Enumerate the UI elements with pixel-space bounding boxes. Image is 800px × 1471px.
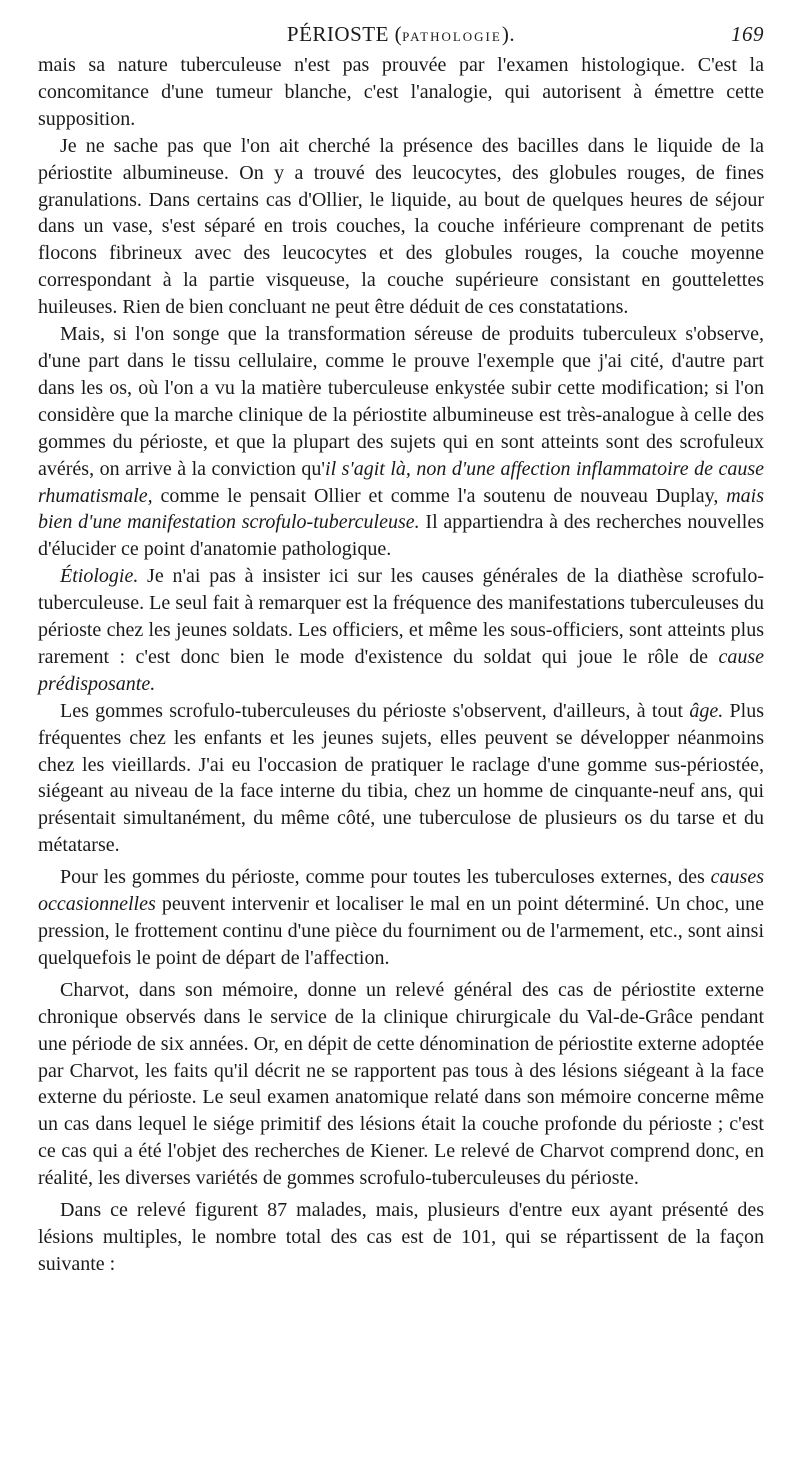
paragraph-2: Je ne sache pas que l'on ait cherché la présence des bacilles dans le liquide de la périostite albumineuse. On y a trouvé des leucocytes, des globules rouges, de fines granulations. Dans certains cas d'Ollier, le liquide, au bout de quelques heures de séjour dans un vase, s'est séparé en trois couches, la couche inférieure comprenant de petits flocons fibrineux avec des leucocytes et des globules rouges, la couche moyenne correspondant à la partie visqueuse, la couche supérieure consistant en gouttelettes huileuses. Rien de bien concluant ne peut être déduit de ces constatations. <box>38 134 764 319</box>
running-title: PÉRIOSTE (PATHOLOGIE). <box>286 22 516 46</box>
running-title-smallcaps: PATHOLOGIE <box>402 29 502 44</box>
paragraph-etiologie: Étiologie. Je n'ai pas à insister ici sur les causes générales de la diathèse scrofulo-tuberculeuse. Le seul fait à remarquer est la fréquence des manifestations tuberculeuses du périoste chez les jeunes soldats. Les officiers, et même les sous-officiers, sont atteints plus rarement : c'est donc bien le mode d'existence du soldat qui joue le rôle de cause prédisposante. <box>38 565 764 695</box>
emphasis-causes-occasionnelles: causes occasionnelles <box>38 866 764 916</box>
paragraph-6: Pour les gommes du périoste, comme pour toutes les tuberculoses externes, des causes occasionnelles peuvent intervenir et localiser le mal en un point déterminé. Un choc, une pression, le frottement continu d'une pièce du fourniment ou de l'armement, etc., sont ainsi quelquefois le point de départ de l'affection. <box>38 866 764 969</box>
paragraph-1: mais sa nature tuberculeuse n'est pas prouvée par l'examen histologique. C'est la concomitance d'une tumeur blanche, c'est l'analogie, qui autorisent à émettre cette supposition. <box>38 54 764 130</box>
emphasis-manifestation: mais bien d'une manifestation scrofulo-tuberculeuse. <box>38 484 764 534</box>
section-heading-etiologie: Étiologie. <box>60 565 139 588</box>
paragraph-3: Mais, si l'on songe que la transformation séreuse de produits tuberculeux s'observe, d'une part dans le tissu cellulaire, comme le prouve l'exemple que j'ai cité, d'autre part dans les os, où l'on a vu la matière tuberculeuse enkystée subir cette modification; si l'on considère que la marche clinique de la périostite albumineuse est très-analogue à celle des gommes du périoste, et que la plupart des sujets qui en sont atteints sont des scrofuleux avérés, on arrive à la conviction qu'il s'agit là, non d'une affection inflammatoire de cause rhumatismale, comme le pensait Ollier et comme l'a soutenu de nouveau Duplay, mais bien d'une manifestation scrofulo-tuberculeuse. Il appartiendra à des recherches nouvelles d'élucider ce point d'anatomie pathologique. <box>38 323 764 561</box>
emphasis-cause-predisposante: cause prédisposante. <box>38 645 764 695</box>
paragraph-7: Charvot, dans son mémoire, donne un relevé général des cas de périostite externe chronique observés dans le service de la clinique chirurgicale du Val-de-Grâce pendant une période de six années. Or, en dépit de cette dénomination de périostite externe adoptée par Charvot, les faits qu'il décrit ne se rapportent pas tous à des lésions siégeant à la face externe du périoste. Le seul examen anatomique relaté dans son mémoire concerne même un cas dans lequel le siége primitif des lésions était la couche profonde du périoste ; c'est ce cas qui a été l'objet des recherches de Kiener. Le relevé de Charvot comprend donc, en réalité, les diverses variétés de gommes scrofulo-tuberculeuses du périoste. <box>38 978 764 1190</box>
paragraph-5: Les gommes scrofulo-tuberculeuses du périoste s'observent, d'ailleurs, à tout âge. Plus fréquentes chez les enfants et les jeunes sujets, elles peuvent se développer néanmoins chez les vieillards. J'ai eu l'occasion de pratiquer le raclage d'une gomme sus-périostée, siégeant au niveau de la face interne du tibia, chez un homme de cinquante-neuf ans, qui présentait simultanément, du même côté, une tuberculose de plusieurs os du tarse et du métatarse. <box>38 699 765 857</box>
body-text <box>38 52 764 1278</box>
running-header <box>38 22 764 52</box>
emphasis-conclusion: il s'agit là, non d'une affection inflammatoire de cause rhumatismale, <box>38 457 764 507</box>
emphasis-age: âge. <box>689 699 724 722</box>
document-page <box>38 22 764 1278</box>
page-number: 169 <box>731 22 764 46</box>
paragraph-8: Dans ce relevé figurent 87 malades, mais, plusieurs d'entre eux ayant présenté des lésions multiples, le nombre total des cas est de 101, qui se répartissent de la façon suivante : <box>38 1199 764 1275</box>
